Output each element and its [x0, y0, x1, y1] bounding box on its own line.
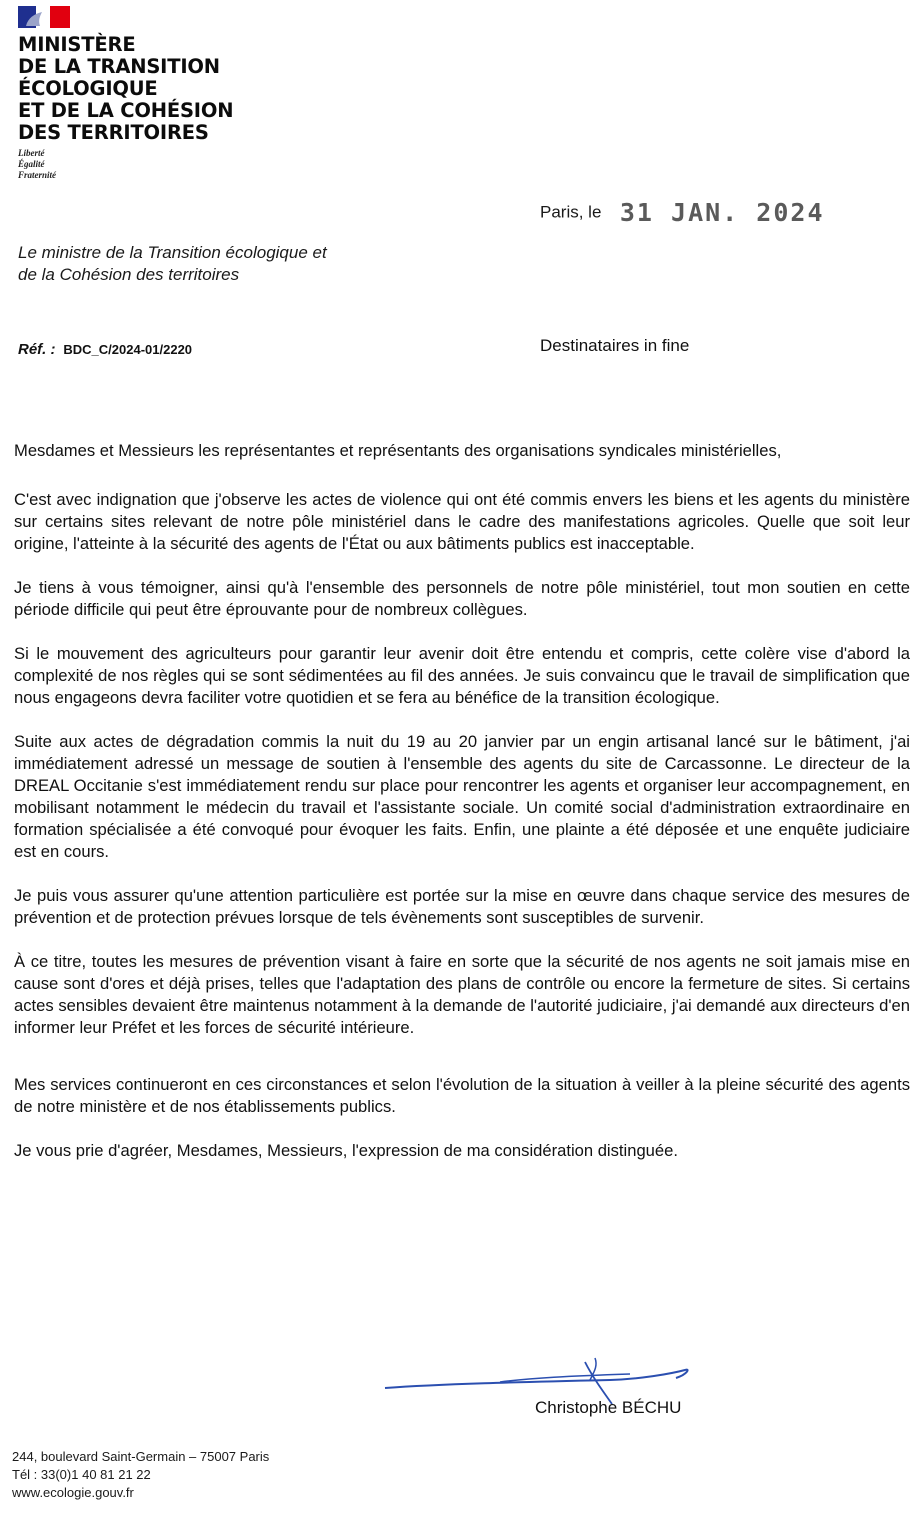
paragraph: Si le mouvement des agriculteurs pour garantir leur avenir doit être entendu et compris, cette colère vise d'abord la complexité de nos règles qui se sont sédimentées au fil des années. Je suis convaincu que le travail de simplification que nous engageons devra faciliter votre quotidien et se fera au bénéfice de la transition écologique. — [14, 644, 910, 707]
paragraph: Je tiens à vous témoigner, ainsi qu'à l'ensemble des personnels de notre pôle ministériel, tout mon soutien en cette période difficile qui peut être éprouvante pour de nombreux collègues. — [14, 578, 910, 619]
ministry-name-line: ÉCOLOGIQUE — [18, 77, 158, 100]
ministry-name — [18, 34, 278, 144]
marianne-logo-icon — [18, 6, 74, 28]
sender-title-line: de la Cohésion des territoires — [18, 265, 240, 284]
ministry-name-line: MINISTÈRE — [18, 33, 136, 56]
signer-name: Christophe BÉCHU — [535, 1398, 682, 1417]
paragraph: Je puis vous assurer qu'une attention particulière est portée sur la mise en œuvre dans chaque service des mesures de prévention et de protection prévues lorsque de tels évènements sont susceptibles de survenir. — [14, 886, 910, 927]
reference-value: BDC_C/2024-01/2220 — [63, 342, 193, 357]
footer-phone: Tél : 33(0)1 40 81 21 22 — [12, 1467, 151, 1482]
letter-body — [14, 440, 910, 1162]
ministry-name-line: ET DE LA COHÉSION — [18, 99, 234, 122]
salutation: Mesdames et Messieurs les représentantes et représentants des organisations syndicales ministérielles, — [14, 441, 782, 460]
republic-motto — [18, 148, 278, 181]
paragraph: À ce titre, toutes les mesures de prévention visant à faire en sorte que la sécurité de nos agents ne soit jamais mise en cause sont d'ores et déjà prises, telles que l'adaptation des plans de contrôle ou encore la fermeture de sites. Si certains actes sensibles devaient être maintenus notamment à la demande de l'autorité judiciaire, j'ai demandé aux directeurs d'en informer leur Préfet et les forces de sécurité intérieure. — [14, 952, 910, 1037]
recipients: Destinataires in fine — [540, 336, 690, 355]
motto-line: Fraternité — [18, 170, 57, 180]
date-label: Paris, le — [540, 202, 602, 222]
footer-address — [12, 1448, 269, 1502]
paragraph: C'est avec indignation que j'observe les actes de violence qui ont été commis envers les biens et les agents du ministère sur certains sites relevant de notre pôle ministériel dans le cadre des manifestations agricoles. Quelle que soit leur origine, l'atteinte à la sécurité des agents de l'État ou aux bâtiments publics est inacceptable. — [14, 490, 910, 553]
ministry-name-line: DES TERRITOIRES — [18, 121, 209, 144]
motto-line: Liberté — [18, 148, 45, 158]
ministry-name-line: DE LA TRANSITION — [18, 55, 220, 78]
footer-address-line: 244, boulevard Saint-Germain – 75007 Paris — [12, 1449, 270, 1464]
reference-label: Réf. : — [18, 341, 56, 358]
sender-title — [18, 242, 438, 286]
paragraph: Suite aux actes de dégradation commis la nuit du 19 au 20 janvier par un engin artisanal lancé sur le bâtiment, j'ai immédiatement adressé un message de soutien à l'ensemble des agents du site de Carcassonne. Le directeur de la DREAL Occitanie s'est immédiatement rendu sur place pour rencontrer les agents et organiser leur accompagnement, en mobilisant notamment le médecin du travail et l'assistante sociale. Un comité social d'administration extraordinaire en formation spécialisée a été convoqué pour évoquer les faits. Enfin, une plainte a été déposée et une enquête judiciaire est en cours. — [14, 732, 910, 861]
footer-website-link[interactable]: www.ecologie.gouv.fr — [12, 1485, 134, 1500]
paragraph: Mes services continueront en ces circonstances et selon l'évolution de la situation à veiller à la pleine sécurité des agents de notre ministère et de nos établissements publics. — [14, 1075, 910, 1116]
motto-line: Égalité — [18, 159, 45, 169]
ministry-logo-block — [18, 6, 278, 181]
reference — [18, 341, 192, 358]
closing-formula: Je vous prie d'agréer, Mesdames, Messieurs, l'expression de ma considération distinguée. — [14, 1141, 678, 1160]
sender-title-line: Le ministre de la Transition écologique et — [18, 243, 327, 262]
date-stamp: 31 JAN. 2024 — [619, 198, 825, 227]
letter-date — [540, 198, 825, 227]
